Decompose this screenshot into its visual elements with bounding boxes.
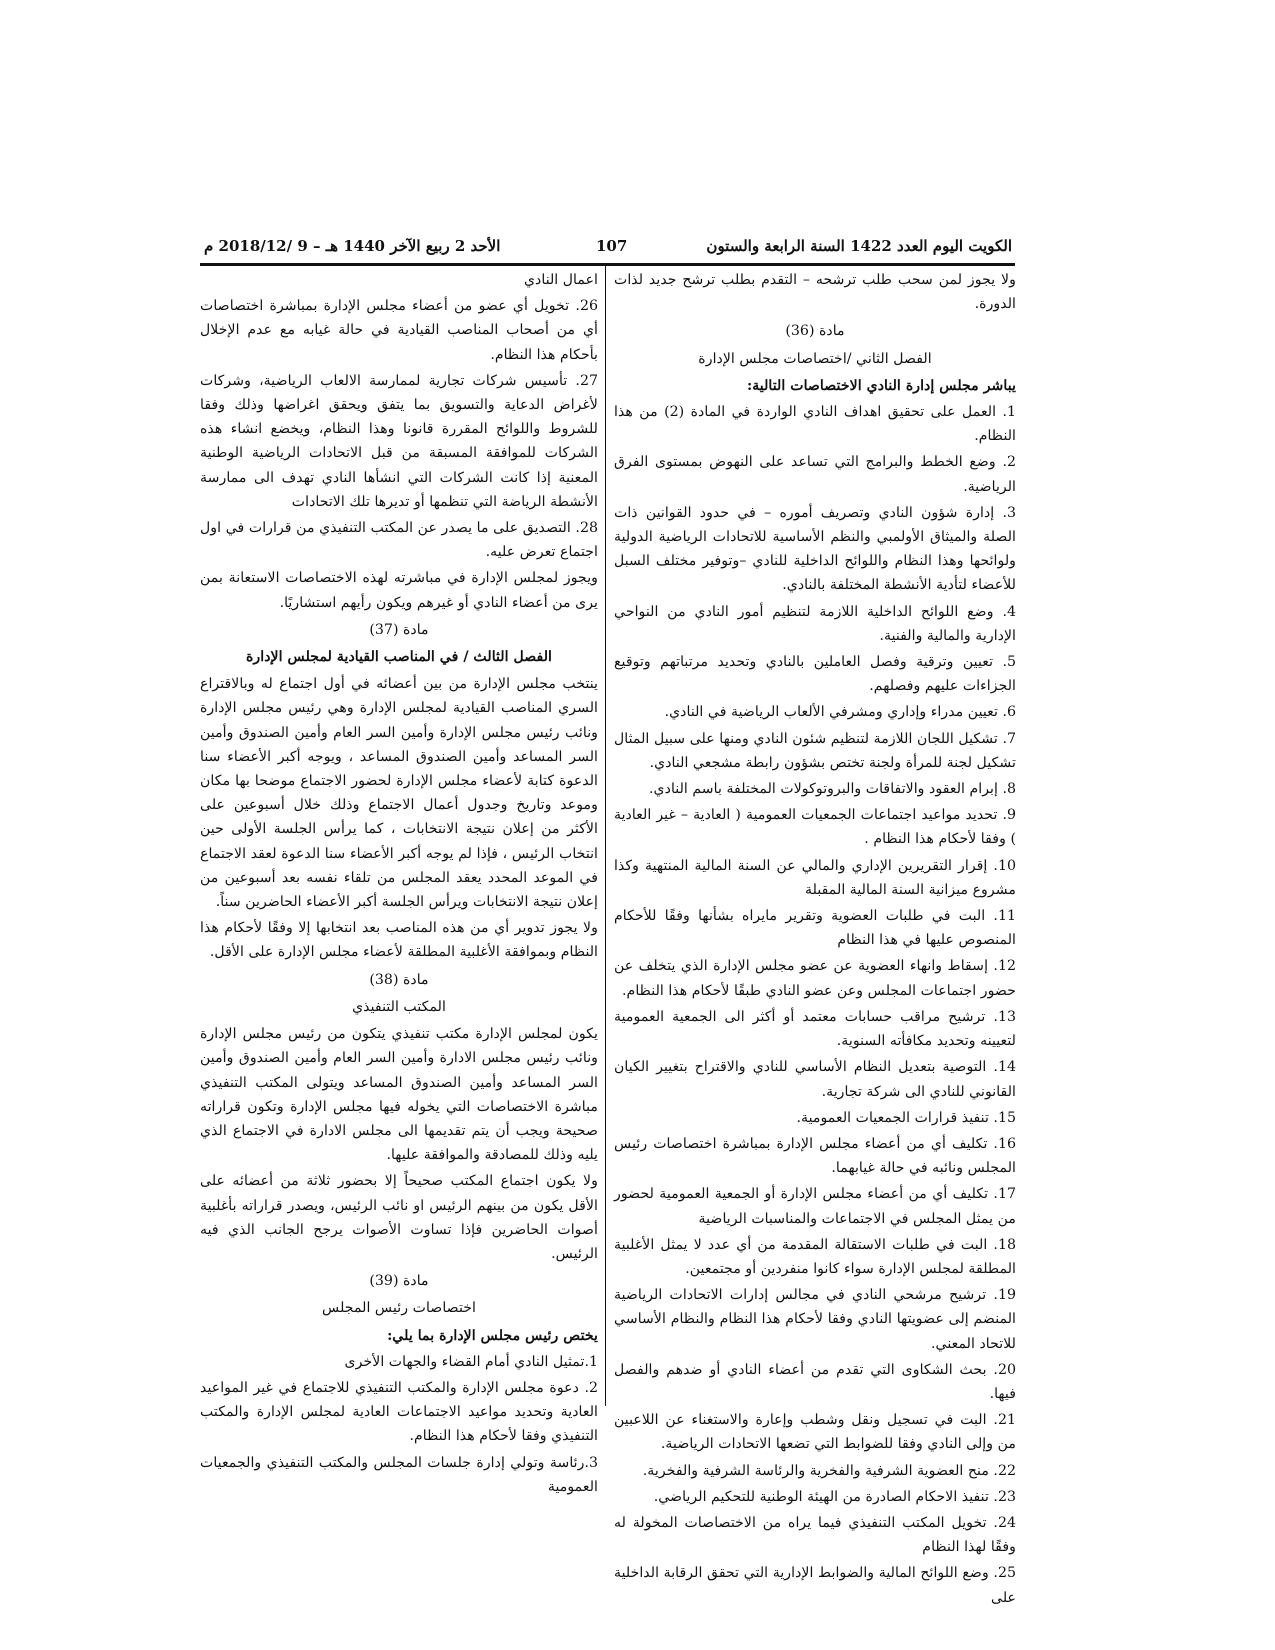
section-heading: المكتب التنفيذي: [352, 998, 446, 1015]
list-item: 12. إسقاط وانهاء العضوية عن عضو مجلس الإدارة الذي يتخلف عن حضور اجتماعات المجلس وعن عضو النادي طبقًا لأحكام هذا النظام.: [614, 958, 1016, 999]
list-item: 4. وضع اللوائح الداخلية اللازمة لتنظيم أمور النادي من النواحي الإدارية والمالية والفنية.: [614, 603, 1016, 644]
list-item: 19. ترشيح مرشحي النادي في مجالس إدارات الاتحادات الرياضية المنضم إلى عضويتها النادي وفقا لأحكام هذا النظام والنظام الأساسي للاتحاد المعني.: [614, 1287, 1016, 1352]
list-item: 22. منح العضوية الشرفية والفخرية والرئاسة الشرفية والفخرية.: [642, 1462, 1016, 1479]
list-item: 2. دعوة مجلس الإدارة والمكتب التنفيذي للاجتماع في غير المواعيد العادية وتحديد مواعيد الاجتماعات العادية لمجلس الإدارة والمكتب التنفيذي وفقا لأحكام هذا النظام.: [200, 1379, 598, 1445]
list-item: 9. تحديد مواعيد اجتماعات الجمعيات العمومية ( العادية – غير العادية ) وفقا لأحكام هذا النظام .: [614, 807, 1016, 848]
body-paragraph: ويجوز لمجلس الإدارة في مباشرته لهذه الاختصاصات الاستعانة بمن يرى من أعضاء النادي أو غيرهم ويكون رأيهم استشاريًا.: [200, 570, 598, 611]
body-paragraph: ينتخب مجلس الإدارة من بين أعضائه في أول اجتماع له وبالاقتراع السري المناصب القيادية لمجلس الإدارة وهي رئيس مجلس الإدارة ونائب رئيس مجلس الإدارة وأمين السر العام وأمين الصندوق وأمين السر المساعد وأمين الصندوق المساعد ، ويوجه أكبر الأعضاء سنا الدعوة كتابة لأعضاء مجلس الإدارة لحضور الاجتماع موضحا بها مكان وموعد وتاريخ وجدول أعمال الاجتماع وذلك خلال أسبوعين على الأكثر من إعلان نتيجة الانتخابات ، كما يرأس الجلسة الأولى حين انتخاب الرئيس ، فإذا لم يوجه أكبر الأعضاء سنا الدعوة لعقد الاجتماع في الموعد المحدد يعقد المجلس من تلقاء نفسه بعد أسبوعين من إعلان نتيجة الانتخابات ويرأس الجلسة أكبر الأعضاء الحاضرين سناً.: [200, 676, 598, 911]
list-lead: يختص رئيس مجلس الإدارة بما يلي:: [387, 1327, 598, 1344]
header-date: الأحد 2 ربيع الآخر 1440 هـ – 9 /2018/12 م: [204, 237, 501, 255]
body-paragraph: ولا يجوز تدوير أي من هذه المناصب بعد انتخابها إلا وفقًا لأحكام هذا النظام وبموافقة الأغلبية المطلقة لأعضاء مجلس الإدارة على الأقل.: [200, 920, 598, 961]
list-item: 5. تعيين وترقية وفصل العاملين بالنادي وتحديد مرتباتهم وتوقيع الجزاءات عليهم وفصلهم.: [614, 654, 1016, 695]
column-divider: [605, 266, 606, 1406]
chapter-heading: الفصل الثاني /اختصاصات مجلس الإدارة: [698, 350, 932, 367]
list-lead: يباشر مجلس إدارة النادي الاختصاصات التالية:: [746, 377, 1016, 394]
section-heading: اختصاصات رئيس المجلس: [322, 1300, 476, 1317]
list-item: 27. تأسيس شركات تجارية لممارسة الالعاب الرياضية، وشركات لأغراض الدعاية والتسويق بما يتفق ويحقق اغراضها وذلك وفقا للشروط واللوائح المقررة قانونا وهذا النظام، ويخضع انشاء هذه الشركات للموافقة المسبقة من قبل الاتحادات الرياضية الوطنية المعنية إذا كانت الشركات التي انشأها النادي تهدف الى ممارسة الأنشطة الرياضة التي تنظمها أو تديرها تلك الاتحادات: [200, 372, 598, 510]
list-item: 2. وضع الخطط والبرامج التي تساعد على النهوض بمستوى الفرق الرياضية.: [614, 454, 1016, 495]
list-item: 16. تكليف أي من أعضاء مجلس الإدارة بمباشرة اختصاصات رئيس المجلس ونائبه في حالة غيابهما.: [614, 1135, 1016, 1177]
list-item: 3. إدارة شؤون النادي وتصريف أموره – في حدود القوانين ذات الصلة والميثاق الأولمبي والنظم الأساسية للاتحادات الرياضية الدولية ولوائحها وهذا النظام واللوائح الداخلية للنادي –وتوفير مختلف السبل للأعضاء لتأدية الأنشطة المختلفة بالنادي.: [614, 504, 1016, 594]
list-item: 21. البت في تسجيل ونقل وشطب وإعارة والاستغناء عن اللاعبين من وإلى النادي وفقا للضوابط التي تضعها الاتحادات الرياضية.: [614, 1412, 1016, 1453]
list-item: 15. تنفيذ قرارات الجمعيات العمومية.: [796, 1109, 1016, 1126]
article-heading: مادة (39): [369, 1273, 429, 1290]
list-item: 6. تعيين مدراء وإداري ومشرفي الألعاب الرياضية في النادي.: [664, 704, 1016, 721]
header-gazette-title: الكويت اليوم العدد 1422 السنة الرابعة والستون: [706, 237, 1012, 255]
body-paragraph: يكون لمجلس الإدارة مكتب تنفيذي يتكون من رئيس مجلس الإدارة ونائب رئيس مجلس الادارة وأمين السر العام وأمين الصندوق وأمين السر المساعد وأمين الصندوق المساعد ويتولى المكتب التنفيذي مباشرة الاختصاصات التي يخوله فيها مجلس الإدارة وتكون قراراته صحيحة ويجب أن يتم تقديمها الى مجلس الادارة في الاجتماع الذي يليه وذلك للمصادقة والموافقة عليها.: [200, 1026, 598, 1164]
list-item: 11. البت في طلبات العضوية وتقرير مايراه بشأنها وفقًا للأحكام المنصوص عليها في هذا النظام: [614, 908, 1016, 949]
article-heading: مادة (38): [369, 971, 429, 988]
body-paragraph: ولا يكون اجتماع المكتب صحيحاً إلا بحضور ثلاثة من أعضائه على الأقل يكون من بينهم الرئيس او نائب الرئيس، ويصدر قراراته بأغلبية أصوات الحاضرين فإذا تساوت الأصوات يرجح الجانب الذي فيه الرئيس.: [200, 1173, 598, 1262]
list-item: 24. تخويل المكتب التنفيذي فيما يراه من الاختصاصات المخولة له وفقًا لهذا النظام: [614, 1514, 1016, 1556]
page-header: [202, 237, 1012, 261]
header-rule: [200, 263, 1015, 266]
right-column: [614, 268, 1017, 1606]
article-heading: مادة (37): [369, 621, 429, 638]
list-item: 28. التصديق على ما يصدر عن المكتب التنفيذي من قرارات في اول اجتماع تعرض عليه.: [200, 520, 598, 561]
list-item: 10. إقرار التقريرين الإداري والمالي عن السنة المالية المنتهية وكذا مشروع ميزانية السنة المالية المقبلة: [614, 857, 1016, 898]
list-item: 14. التوصية بتعديل النظام الأساسي للنادي والاقتراح بتغيير الكيان القانوني للنادي الى شركة تجارية.: [614, 1059, 1016, 1100]
list-item: 13. ترشيح مراقب حسابات معتمد أو أكثر الى الجمعية العمومية لتعيينه وتحديد مكافأته السنوية.: [614, 1008, 1016, 1050]
intro-paragraph: ولا يجوز لمن سحب طلب ترشحه – التقدم بطلب ترشح جديد لذات الدورة.: [614, 272, 1016, 313]
list-item: 1. العمل على تحقيق اهداف النادي الواردة في المادة (2) من هذا النظام.: [614, 404, 1017, 445]
left-column: [200, 268, 598, 1495]
page-number: 107: [596, 237, 628, 255]
list-item: 26. تخويل أي عضو من أعضاء مجلس الإدارة بمباشرة اختصاصات أي من أصحاب المناصب القيادية في حالة غيابه مع عدم الإخلال بأحكام هذا النظام.: [200, 298, 598, 363]
continuation-text: اعمال النادي: [523, 272, 598, 288]
list-item: 20. بحث الشكاوى التي تقدم من أعضاء النادي أو ضدهم والفصل فيها.: [614, 1361, 1016, 1402]
chapter-heading: الفصل الثالث / في المناصب القيادية لمجلس الإدارة: [246, 649, 552, 666]
list-item: 1.تمثيل النادي أمام القضاء والجهات الأخرى: [344, 1353, 598, 1370]
list-item: 8. إبرام العقود والاتفاقات والبروتوكولات المختلفة باسم النادي.: [649, 781, 1016, 798]
list-item: 18. البت في طلبات الاستقالة المقدمة من أي عدد لا يمثل الأغلبية المطلقة لمجلس الإدارة سواء كانوا منفردين أو مجتمعين.: [614, 1236, 1016, 1277]
article-heading: مادة (36): [785, 323, 845, 340]
list-item: 3.رئاسة وتولي إدارة جلسات المجلس والمكتب التنفيذي والجمعيات العمومية: [200, 1454, 598, 1495]
list-item: 23. تنفيذ الاحكام الصادرة من الهيئة الوطنية للتحكيم الرياضي.: [653, 1488, 1016, 1505]
list-item: 7. تشكيل اللجان اللازمة لتنظيم شئون النادي ومنها على سبيل المثال تشكيل لجنة للمرأة ولجنة تختص بشؤون رابطة مشجعي النادي.: [614, 730, 1016, 771]
list-item: 17. تكليف أي من أعضاء مجلس الإدارة أو الجمعية العمومية لحضور من يمثل المجلس في الاجتماعات والمناسبات الرياضية: [614, 1186, 1016, 1227]
list-item: 25. وضع اللوائح المالية والضوابط الإدارية التي تحقق الرقابة الداخلية على: [614, 1565, 1016, 1606]
